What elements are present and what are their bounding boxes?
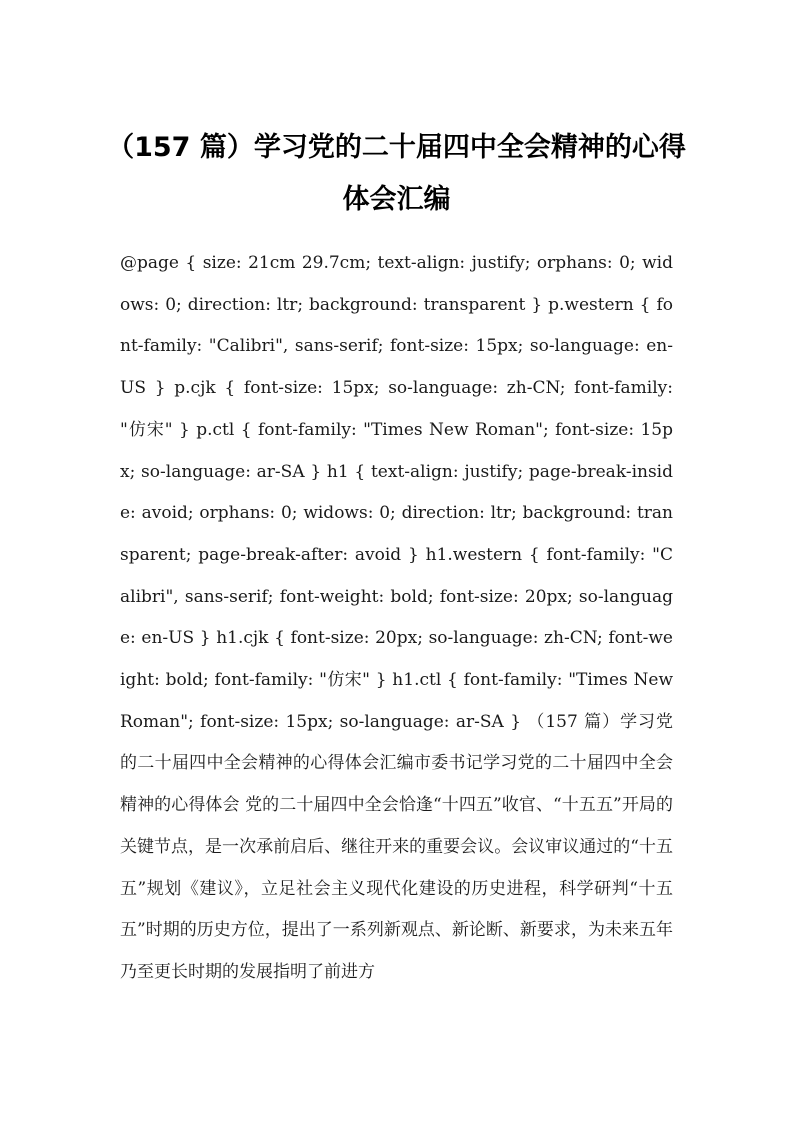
document-title: （157 篇）学习党的二十届四中全会精神的心得体会汇编 (107, 132, 686, 215)
document-body-text: @page { size: 21cm 29.7cm; text-align: justify; orphans: 0; widows: 0; direction: ltr; background: transparent } p.western { font-family: "Calibri", sans-serif; font-size: 15px; so-language: en-US } p.cjk { font-size: 15px; so-language: zh-CN; font-family: "仿宋" } p.ctl { font-family: "Times New Roman"; font-size: 15px; so-language: ar-SA } h1 { text-align: justify; page-break-inside: avoid; orphans: 0; widows: 0; direction: ltr; background: transparent; page-break-after: avoid } h1.western { font-family: "Calibri", sans-serif; font-weight: bold; font-size: 20px; so-language: en-US } h1.cjk { font-size: 20px; so-language: zh-CN; font-weight: bold; font-family: "仿宋" } h1.ctl { font-family: "Times New Roman"; font-size: 15px; so-language: ar-SA } （157 篇）学习党的二十届四中全会精神的心得体会汇编市委书记学习党的二十届四中全会精神的心得体会 党的二十届四中全会恰逢“十四五”收官、“十五五”开局的关键节点，是一次承前启后、继往开来的重要会议。会议审议通过的“十五五”规划《建议》，立足社会主义现代化建设的历史进程，科学研判“十五五”时期的历史方位，提出了一系列新观点、新论断、新要求，为未来五年乃至更长时期的发展指明了前进方 (120, 253, 673, 982)
